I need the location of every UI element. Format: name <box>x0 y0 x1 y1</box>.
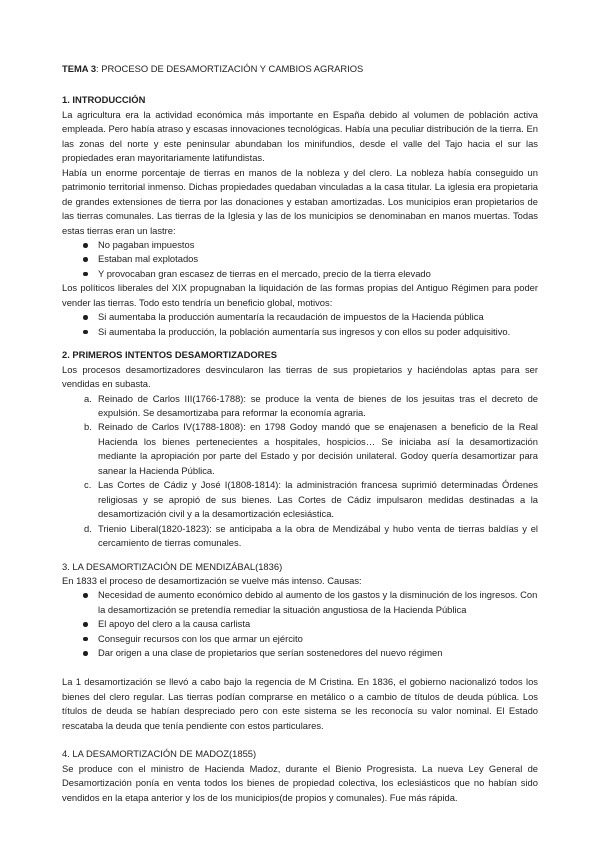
list-item <box>84 392 538 421</box>
section-4-paragraph-1: Se produce con el ministro de Hacienda Madoz, durante el Bienio Progresista. La nueva Ley General de Desamortización ponía en venta todos los bienes de propiedad colectiva, los eclesiásticos que no habían sido vendidos en la etapa anterior y los de los municipios(de propios y comunales). Fue más rápida. <box>62 762 538 803</box>
section-2-lettered-list <box>62 392 538 551</box>
list-item: Si aumentaba la producción, la población aumentaría sus ingresos y con ellos su poder adquisitivo. <box>98 325 538 339</box>
section-2-heading-text: 2. PRIMEROS INTENTOS DESAMORTIZADORES <box>62 349 277 361</box>
section-4-heading: 4. LA DESAMORTIZACIÓN DE MADOZ(1855) <box>62 748 257 760</box>
section-1-bullet-list-1 <box>62 238 538 281</box>
list-item <box>84 522 538 551</box>
list-item: Si aumentaba la producción aumentaría la recaudación de impuestos de la Hacienda pública <box>98 310 538 324</box>
section-3-bullet-list <box>62 588 538 660</box>
document-body <box>62 62 538 805</box>
section-2-heading <box>62 348 538 362</box>
list-marker: a. <box>84 392 92 404</box>
title-label: TEMA 3 <box>62 63 97 74</box>
document-title <box>62 62 538 76</box>
list-item: No pagaban impuestos <box>98 238 538 252</box>
list-item-text: Reinado de Carlos IV(1788-1808): en 1798 Godoy mandó que se enajenasen a beneficio de la Real Hacienda los bienes pertenecientes a hospitales, hospicios… Se iniciaba así la desamortización mediante la apropiación por parte del Estado y por decisión unilateral. Godoy quería desamortizar para sanear la Hacienda Pública. <box>98 421 538 476</box>
list-marker: b. <box>84 421 92 433</box>
title-text: : PROCESO DE DESAMORTIZACIÓN Y CAMBIOS AGRARIOS <box>96 63 364 74</box>
section-2-paragraph-1: Los procesos desamortizadores desvincularon las tierras de sus propietarios y haciéndolas aptas para ser vendidas en subasta. <box>62 363 538 390</box>
list-item: El apoyo del clero a la causa carlista <box>98 617 538 631</box>
list-item: Dar origen a una clase de propietarios que serían sostenedores del nuevo régimen <box>98 646 538 660</box>
list-item <box>84 420 538 478</box>
list-item: Y provocaban gran escasez de tierras en el mercado, precio de la tierra elevado <box>98 267 538 281</box>
section-3-paragraph-2: La 1 desamortización se llevó a cabo bajo la regencia de M Cristina. En 1836, el gobierno nacionalizó todos los bienes del clero regular. Las tierras podían comprarse en metálico o a cambio de títulos de deuda pública. Los títulos de deuda se habían despreciado pero con este sistema se les reconocía su valor nominal. El Estado rescataba la deuda que tenía pendiente con estos particulares. <box>62 676 538 731</box>
section-1-heading <box>62 93 538 107</box>
list-marker: d. <box>84 522 92 534</box>
section-1-bullet-list-2 <box>62 310 538 339</box>
section-1-heading-text: 1. INTRODUCCIÓN <box>62 94 146 106</box>
list-item-text: Reinado de Carlos III(1766-1788): se produce la venta de bienes de los jesuitas tras el decreto de expulsión. Se desamortizaba para reformar la economía agraria. <box>98 392 538 418</box>
section-3-heading: 3. LA DESAMORTIZACIÓN DE MENDIZÁBAL(1836) <box>62 560 283 572</box>
list-marker: c. <box>84 479 92 491</box>
list-item-text: Las Cortes de Cádiz y José I(1808-1814): la administración francesa suprimió determinadas Órdenes religiosas y se apropió de sus bienes. Las Cortes de Cádiz impulsaron medidas destinadas a la desamortización civil y a la desamortización eclesiástica. <box>98 479 538 520</box>
list-item: Conseguir recursos con los que armar un ejército <box>98 632 538 646</box>
section-3-paragraph-1: En 1833 el proceso de desamortización se vuelve más intenso. Causas: <box>62 574 362 586</box>
list-item: Necesidad de aumento económico debido al aumento de los gastos y la disminución de los ingresos. Con la desamortización se pretendía remediar la situación angustiosa de la Hacienda Pública <box>98 588 538 617</box>
list-item-text: Trienio Liberal(1820-1823): se anticipaba a la obra de Mendizábal y hubo venta de tierras baldías y el cercamiento de tierras comunales. <box>98 522 538 549</box>
section-1-paragraph-1: La agricultura era la actividad económica más importante en España debido al volumen de población activa empleada. Pero había atraso y escasas innovaciones tecnológicas. Había una peculiar distribución de la tierra. En las zonas del norte y este peninsular abundaban los minifundios, desde el valle del Tajo hacia el sur las propiedades eran mayoritariamente latifundistas. <box>62 108 538 164</box>
section-1-paragraph-3: Los políticos liberales del XIX propugnaban la liquidación de las formas propias del Antiguo Régimen para poder vender las tierras. Todo esto tendría un beneficio global, motivos: <box>62 282 538 308</box>
list-item <box>84 478 538 521</box>
list-item: Estaban mal explotados <box>98 252 538 266</box>
section-1-paragraph-2: Había un enorme porcentaje de tierras en manos de la nobleza y del clero. La nobleza había conseguido un patrimonio territorial inmenso. Dichas propiedades quedaban vinculadas a la casa titular. La iglesia era propietaria de grandes extensiones de tierra por las donaciones y estaban amortizadas. Los municipios eran propietarios de las tierras comunales. Las tierras de la Iglesia y las de los municipios se denominaban en manos muertas. Todas estas tierras eran un lastre: <box>62 166 538 236</box>
